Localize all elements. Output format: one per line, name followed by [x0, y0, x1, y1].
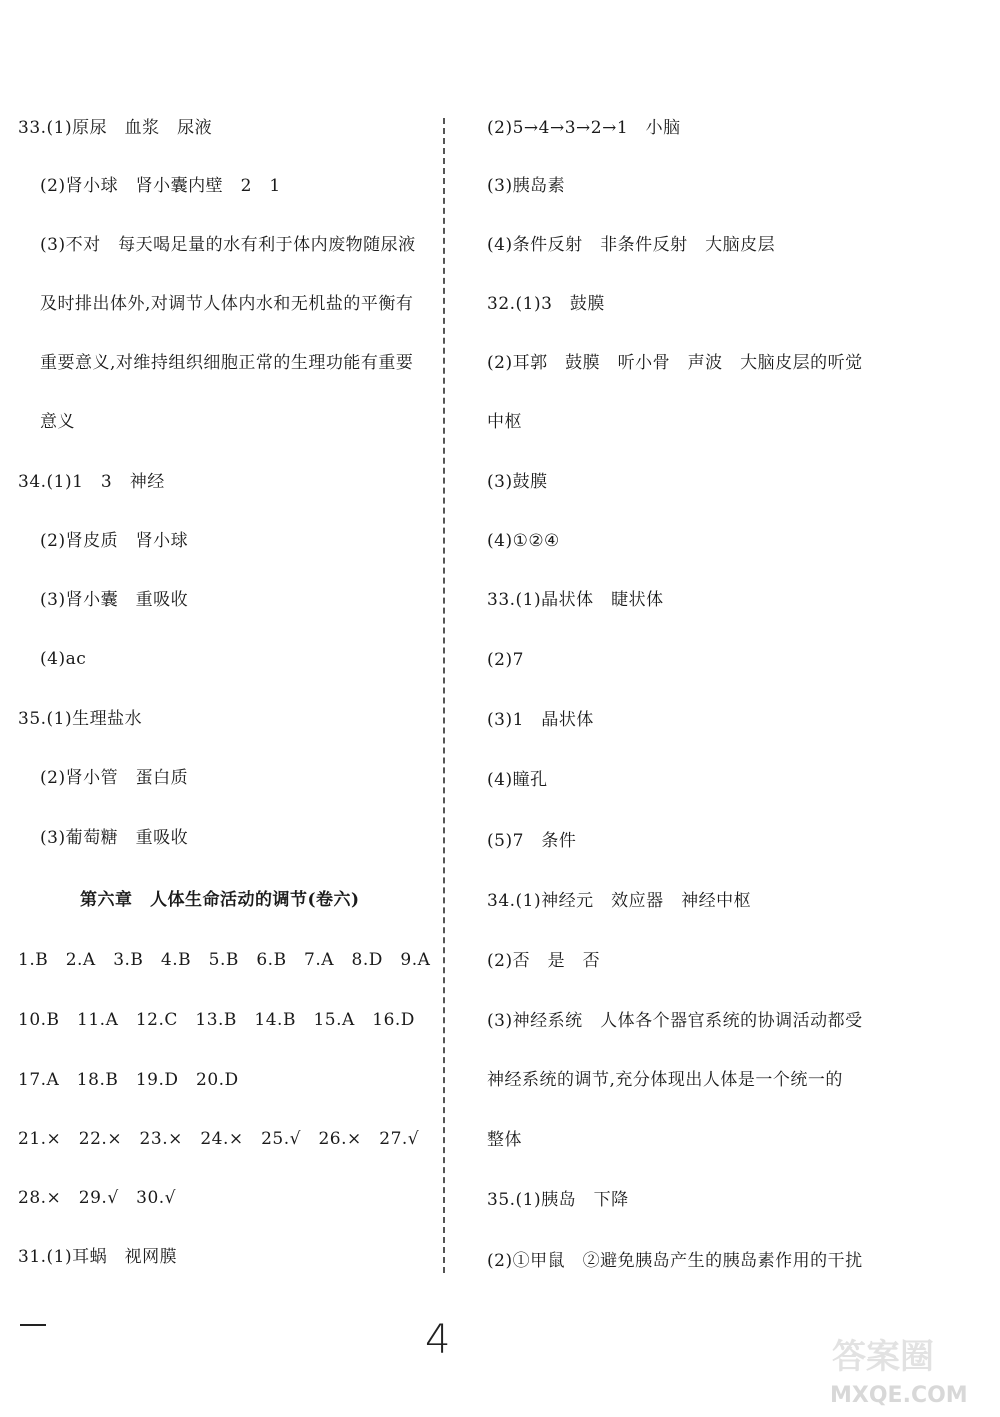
- right-answer-line: (3)鼓膜: [487, 472, 548, 492]
- right-answer-line: 中枢: [487, 412, 522, 432]
- chapter-heading: 第六章 人体生命活动的调节(卷六): [80, 890, 360, 910]
- right-answer-line: (3)胰岛素: [487, 176, 566, 196]
- right-answer-line: (3)神经系统 人体各个器官系统的协调活动都受: [487, 1011, 863, 1031]
- right-answer-line: 33.(1)晶状体 睫状体: [487, 590, 664, 610]
- left-answer-line: 35.(1)生理盐水: [18, 709, 143, 729]
- right-answer-line: (4)条件反射 非条件反射 大脑皮层: [487, 235, 776, 255]
- right-answer-line: 34.(1)神经元 效应器 神经中枢: [487, 891, 752, 911]
- footer-dash: [20, 1324, 46, 1326]
- right-answer-line: (3)1 晶状体: [487, 710, 594, 730]
- left-answer-line: (3)肾小囊 重吸收: [40, 590, 189, 610]
- watermark-title: 答案圈: [832, 1337, 934, 1377]
- left-answer-line: 34.(1)1 3 神经: [18, 472, 165, 492]
- right-answer-line: (2)否 是 否: [487, 951, 601, 971]
- right-answer-line: 35.(1)胰岛 下降: [487, 1190, 629, 1210]
- left-answer-line: (3)不对 每天喝足量的水有利于体内废物随尿液: [40, 235, 416, 255]
- right-answer-line: (4)瞳孔: [487, 770, 548, 790]
- column-divider: [443, 118, 445, 1273]
- left-answer-line: 及时排出体外,对调节人体内水和无机盐的平衡有: [40, 294, 414, 314]
- left-answer-line: 1.B 2.A 3.B 4.B 5.B 6.B 7.A 8.D 9.A: [18, 950, 431, 970]
- right-answer-line: (2)①甲鼠 ②避免胰岛产生的胰岛素作用的干扰: [487, 1251, 863, 1271]
- left-answer-line: (2)肾皮质 肾小球: [40, 531, 189, 551]
- left-answer-line: 17.A 18.B 19.D 20.D: [18, 1070, 239, 1090]
- right-answer-line: 神经系统的调节,充分体现出人体是一个统一的: [487, 1070, 843, 1090]
- left-answer-line: 28.× 29.√ 30.√: [18, 1188, 177, 1208]
- right-answer-line: 整体: [487, 1130, 522, 1150]
- right-answer-line: (5)7 条件: [487, 831, 577, 851]
- right-answer-line: (2)7: [487, 650, 524, 670]
- left-answer-line: 10.B 11.A 12.C 13.B 14.B 15.A 16.D: [18, 1010, 415, 1030]
- left-answer-line: 意义: [40, 412, 75, 432]
- left-answer-line: 重要意义,对维持组织细胞正常的生理功能有重要: [40, 353, 414, 373]
- left-answer-line: 21.× 22.× 23.× 24.× 25.√ 26.× 27.√: [18, 1129, 420, 1149]
- left-answer-line: (3)葡萄糖 重吸收: [40, 828, 189, 848]
- left-answer-line: 31.(1)耳蜗 视网膜: [18, 1247, 178, 1267]
- page-number: 4: [425, 1317, 451, 1363]
- left-answer-line: (2)肾小球 肾小囊内壁 2 1: [40, 176, 281, 196]
- watermark-logo: [826, 1332, 986, 1410]
- right-answer-line: (2)5→4→3→2→1 小脑: [487, 118, 681, 138]
- left-answer-line: (4)ac: [40, 649, 87, 669]
- right-answer-line: (4)①②④: [487, 531, 560, 551]
- right-answer-line: 32.(1)3 鼓膜: [487, 294, 605, 314]
- left-answer-line: 33.(1)原尿 血浆 尿液: [18, 118, 213, 138]
- right-answer-line: (2)耳郭 鼓膜 听小骨 声波 大脑皮层的听觉: [487, 353, 863, 373]
- watermark-url: MXQE.COM: [830, 1383, 968, 1408]
- left-answer-line: (2)肾小管 蛋白质: [40, 768, 189, 788]
